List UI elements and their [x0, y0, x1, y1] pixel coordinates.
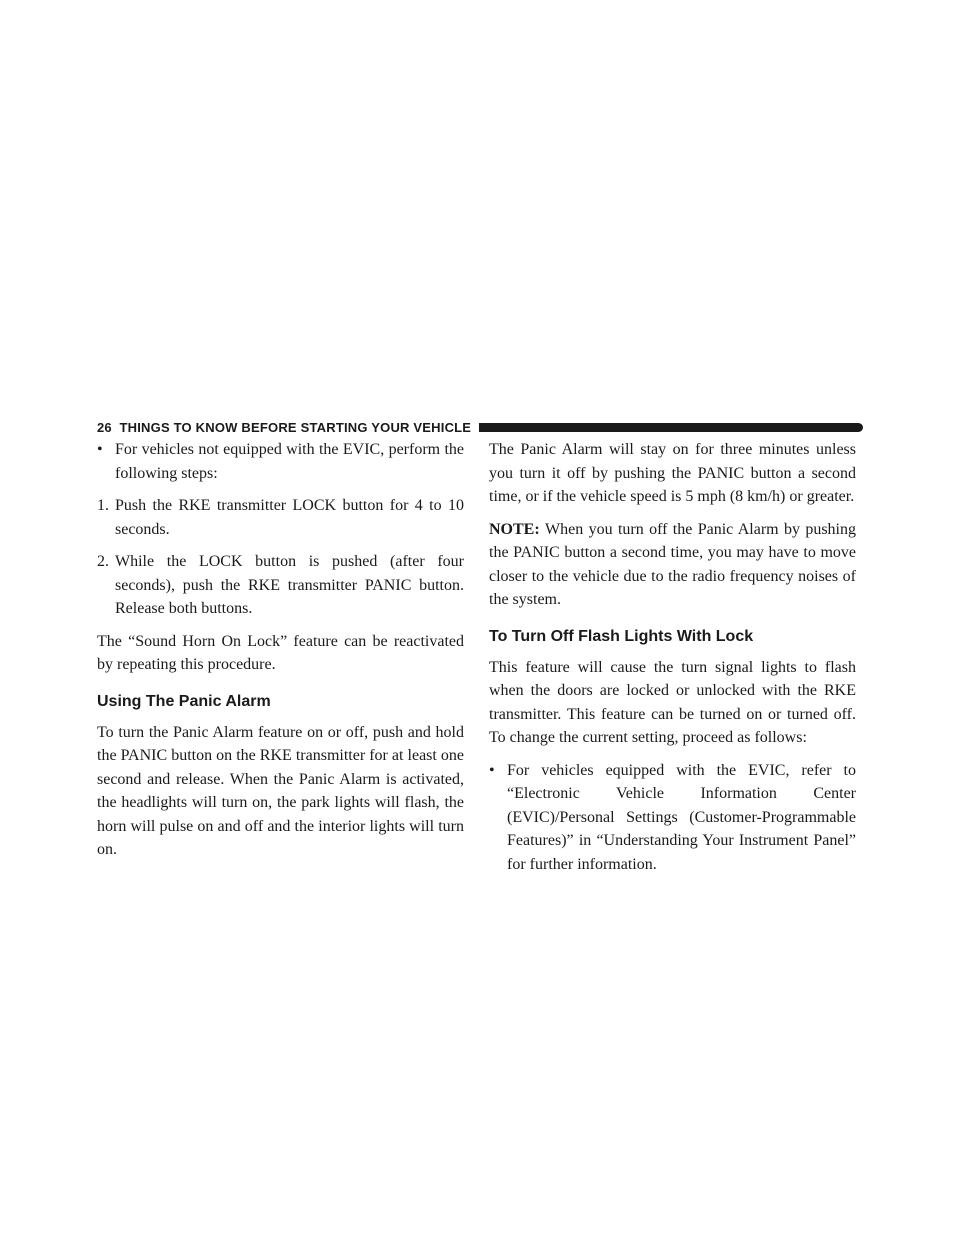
- step-text: While the LOCK button is pushed (after four seconds), push the RKE transmitter PANIC button. Release both buttons.: [115, 553, 464, 617]
- note-paragraph: [489, 518, 856, 612]
- bullet-text: For vehicles equipped with the EVIC, refer to “Electronic Vehicle Information Center (EVIC)/Personal Settings (Customer-Programmable Features)” in “Understanding Your Instrument Panel” for further information.: [507, 761, 856, 873]
- heading-flash-lights: To Turn Off Flash Lights With Lock: [489, 627, 754, 645]
- header-label: [97, 420, 479, 435]
- bullet-text: For vehicles not equipped with the EVIC, perform the following steps:: [115, 441, 464, 482]
- step-2: [97, 550, 464, 621]
- note-label: NOTE:: [489, 520, 540, 538]
- right-column: [489, 438, 856, 876]
- step-number: 1.: [97, 497, 109, 514]
- header-rule: [479, 423, 863, 432]
- bullet-marker: •: [489, 761, 495, 779]
- heading-panic-alarm: Using The Panic Alarm: [97, 692, 271, 710]
- panic-alarm-paragraph: To turn the Panic Alarm feature on or off, push and hold the PANIC button on the RKE transmitter for at least one second and release. When the Panic Alarm is activated, the headlights will turn on, the park lights will flash, the horn will pulse on and off and the interior lights will turn on.: [97, 723, 464, 858]
- section-title: THINGS TO KNOW BEFORE STARTING YOUR VEHICLE: [119, 419, 472, 435]
- bullet-no-evic: [97, 438, 464, 485]
- step-number: 2.: [97, 553, 109, 570]
- bullet-marker: •: [97, 441, 103, 458]
- bullet-with-evic: [489, 759, 856, 877]
- page-header: [97, 418, 863, 436]
- flash-lights-paragraph: This feature will cause the turn signal lights to flash when the doors are locked or unlocked with the RKE transmitter. This feature can be turned on or turned off. To change the current setting, proceed as follows:: [489, 658, 856, 746]
- page-number: 26: [97, 419, 112, 435]
- panic-duration-paragraph: The Panic Alarm will stay on for three minutes unless you turn it off by pushing the PANIC button a second time, or if the vehicle speed is 5 mph (8 km/h) or greater.: [489, 441, 856, 505]
- step-text: Push the RKE transmitter LOCK button for 4 to 10 seconds.: [115, 497, 464, 538]
- step-1: [97, 494, 464, 541]
- note-text: When you turn off the Panic Alarm by pushing the PANIC button a second time, you may have to move closer to the vehicle due to the radio frequency noises of the system.: [489, 520, 856, 608]
- left-column: [97, 438, 464, 862]
- reactivate-paragraph: The “Sound Horn On Lock” feature can be reactivated by repeating this procedure.: [97, 632, 464, 673]
